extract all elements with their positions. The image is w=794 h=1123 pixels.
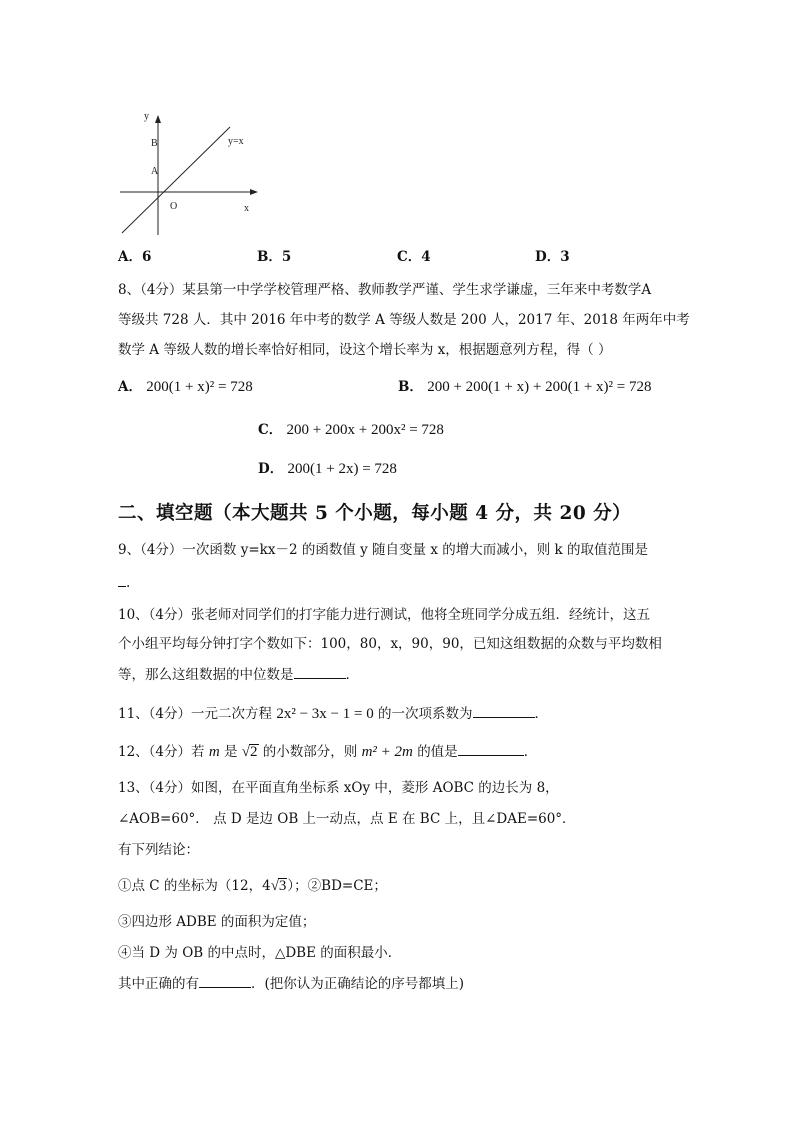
q7-option-a [118, 247, 151, 267]
q7-option-c [397, 247, 431, 267]
label-A: A [151, 166, 159, 177]
text: ）；②BD=CE； [287, 878, 387, 894]
q8-option-b [398, 377, 652, 397]
q10-line-3 [118, 664, 359, 685]
q13-conclusion-3: ③四边形 ADBE 的面积为定值； [118, 914, 316, 930]
option-formula: 200(1 + x)² = 728 [146, 379, 253, 395]
sqrt-radicand: 3 [278, 878, 287, 894]
q10-line-1: 10、（4分）张老师对同学们的打字能力进行测试，他将全班同学分成五组．经统计，这五 [118, 607, 651, 623]
text: 12、（4分）若 [118, 744, 205, 760]
q13-line-2: ∠AOB=60°． 点 D 是边 OB 上一动点，点 E 在 BC 上，且∠DAE=60°． [118, 811, 576, 827]
label-y: y [144, 111, 149, 122]
answer-blank[interactable] [199, 973, 251, 988]
answer-blank[interactable] [294, 664, 346, 679]
option-formula: 200(1 + 2x) = 728 [287, 461, 397, 477]
q12 [118, 741, 537, 762]
text: 的一次项系数为 [378, 706, 473, 722]
tail: ． [345, 667, 359, 683]
q10-line-2: 个小组平均每分钟打字个数如下：100，80，x，90，90，已知这组数据的众数与平均数相 [118, 636, 662, 652]
option-letter: C． [258, 422, 283, 438]
q13-line-1: 13、（4分）如图，在平面直角坐标系 xOy 中，菱形 AOBC 的边长为 8， [118, 780, 559, 796]
q8-line-2: 等级共 728 人．其中 2016 年中考的数学 A 等级人数是 200 人，2017 年、2018 年两年中考 [118, 312, 690, 328]
answer-blank[interactable] [473, 703, 535, 718]
q9-line-2 [118, 572, 130, 593]
q7-option-d [535, 247, 570, 267]
option-letter: A． [118, 379, 142, 395]
q13-final [118, 973, 464, 994]
text: ．(把你认为正确结论的序号都填上) [251, 976, 465, 992]
tail: ． [523, 744, 538, 760]
sqrt-symbol: √ [241, 744, 250, 760]
answer-blank[interactable] [458, 741, 524, 756]
text: 的值是 [417, 744, 458, 760]
line-y-equals-x [122, 127, 230, 233]
text: 等，那么这组数据的中位数是 [118, 667, 294, 683]
label-O: O [170, 201, 178, 212]
text: ①点 C 的坐标为（12，4 [118, 878, 271, 894]
label-line: y=x [228, 136, 244, 147]
sqrt-symbol: √ [270, 878, 279, 894]
q8-line-3: 数学 A 等级人数的增长率恰好相同，设这个增长率为 x，根据题意列方程，得（ ） [118, 342, 612, 358]
label-B: B [151, 138, 158, 149]
option-letter: B． [257, 249, 282, 265]
q13-conclusion-1-2 [118, 876, 387, 896]
variable-m: m [208, 744, 220, 760]
option-value: 6 [141, 249, 152, 265]
text: 的小数部分，则 [262, 744, 358, 760]
sqrt-radicand: 2 [250, 744, 258, 760]
y-axis-arrow [155, 115, 161, 123]
answer-blank[interactable] [118, 572, 126, 587]
x-axis-arrow [250, 189, 258, 195]
text: 其中正确的有 [118, 976, 199, 992]
text: 是 [223, 744, 238, 760]
tail: ． [534, 706, 549, 722]
option-letter: A． [118, 249, 142, 265]
option-letter: B． [398, 379, 423, 395]
q13-line-3: 有下列结论： [118, 842, 199, 858]
q9-line-1: 9、（4分）一次函数 y=kx－2 的函数值 y 随自变量 x 的增大而减小，则 k 的取值范围是 [118, 542, 648, 558]
q8-option-a [118, 377, 253, 397]
option-value: 4 [421, 249, 431, 265]
q8-option-c [258, 420, 444, 440]
label-x: x [244, 203, 249, 214]
text: 11、（4分）一元二次方程 [118, 706, 273, 722]
q8-option-d [258, 459, 397, 479]
q11 [118, 703, 548, 724]
coordinate-figure [110, 105, 270, 235]
q13-conclusion-4: ④当 D 为 OB 的中点时，△DBE 的面积最小． [118, 945, 402, 961]
option-formula: 200 + 200x + 200x² = 728 [286, 422, 444, 438]
option-letter: D． [535, 249, 561, 265]
section-heading: 二、填空题（本大题共 5 个小题，每小题 4 分，共 20 分） [118, 503, 632, 524]
option-value: 3 [560, 249, 570, 265]
q8-line-1: 8、（4分）某县第一中学学校管理严格、教师教学严谨、学生求学谦虚，三年来中考数学A [118, 282, 652, 298]
option-value: 5 [281, 249, 292, 265]
option-letter: C． [397, 249, 422, 265]
equation: 2x² − 3x − 1 = 0 [276, 706, 374, 722]
tail: . [126, 575, 131, 591]
q7-option-b [257, 247, 291, 267]
expression: m² + 2m [361, 744, 413, 760]
option-formula: 200 + 200(1 + x) + 200(1 + x)² = 728 [427, 379, 652, 395]
option-letter: D． [258, 461, 284, 477]
